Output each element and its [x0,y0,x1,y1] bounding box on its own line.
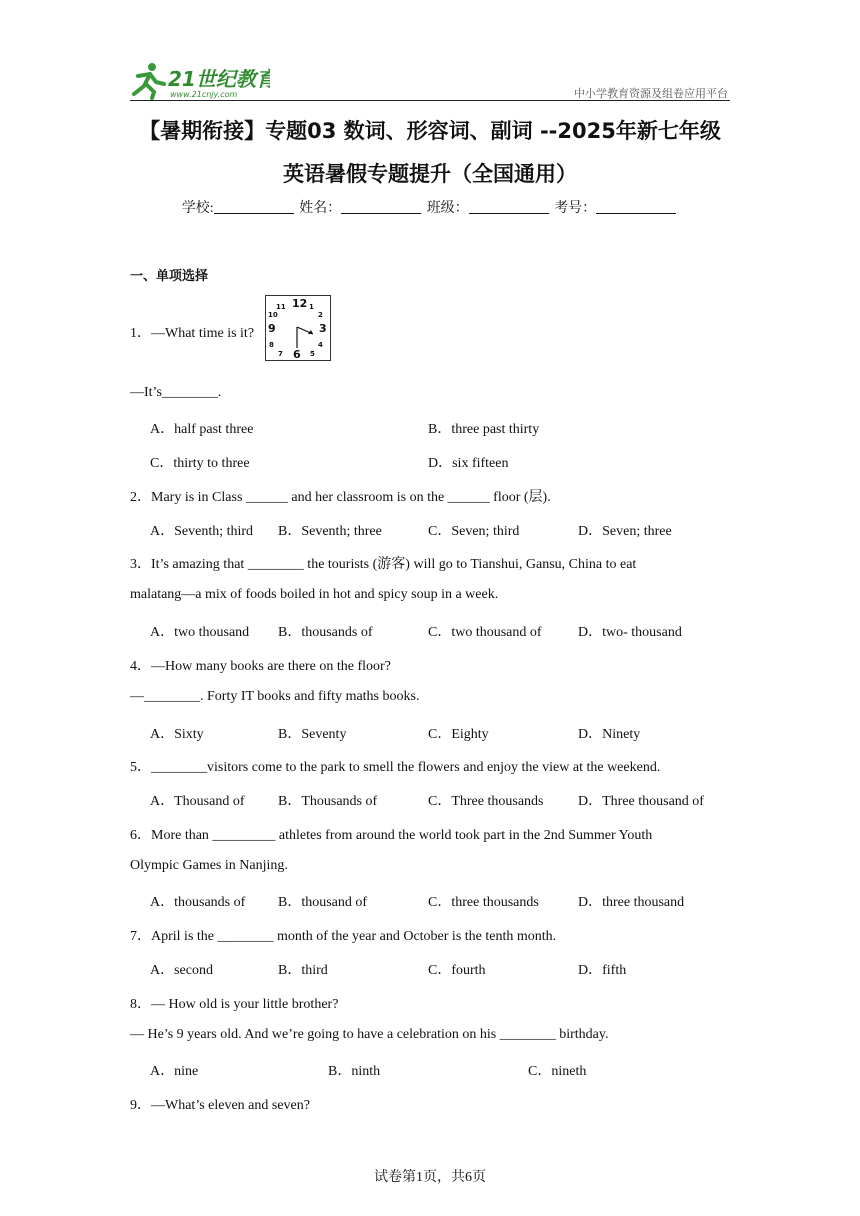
q5-option-a[interactable]: A．Thousand of [150,794,245,809]
school-label: 学校: [181,201,214,216]
exam-no-label: 考号： [554,201,597,216]
q7-option-c[interactable]: C．fourth [428,963,486,978]
q4-option-c[interactable]: C．Eighty [428,727,489,742]
q2-option-b[interactable]: B．Seventh; three [278,524,382,539]
q6-option-c[interactable]: C．three thousands [428,895,539,910]
q6-option-a[interactable]: A．thousands of [150,895,246,910]
q5-option-c[interactable]: C．Three thousands [428,794,544,809]
q2-option-d[interactable]: D．Seven; three [578,524,672,539]
question-8-text: 8．— How old is your little brother? [130,997,339,1012]
q2-option-a[interactable]: A．Seventh; third [150,524,254,539]
section-heading: 一、单项选择 [130,269,209,284]
q7-option-b[interactable]: B．third [278,963,328,978]
svg-text:4: 4 [318,341,323,349]
question-5-text: 5．________visitors come to the park to smell the flowers and enjoy the view at the weekend. [130,760,661,775]
question-6-text: 6．More than _________ athletes from around the world took part in the 2nd Summer Youth [130,828,653,843]
q4-option-d[interactable]: D．Ninety [578,727,641,742]
q1-option-c[interactable]: C．thirty to three [150,456,250,471]
q5-option-d[interactable]: D．Three thousand of [578,794,704,809]
q4-option-a[interactable]: A．Sixty [150,727,204,742]
question-1-text: 1．—What time is it? [130,326,255,341]
logo [130,62,270,105]
question-8-text-cont: — He’s 9 years old. And we’re going to have a celebration on his ________ birthday. [130,1027,609,1042]
q3-option-d[interactable]: D．two- thousand [578,625,682,640]
platform-name: 中小学教育资源及组卷应用平台 [574,87,728,100]
question-3-text: 3．It’s amazing that ________ the tourists (游客) will go to Tianshui, Gansu, China to eat [130,557,637,572]
question-1-answer-line: —It’s________. [130,385,222,400]
clock-face [266,296,329,359]
svg-text:5: 5 [310,350,315,358]
q3-option-b[interactable]: B．thousands of [278,625,373,640]
school-blank[interactable] [214,199,294,214]
q8-option-b[interactable]: B．ninth [328,1064,381,1079]
class-label: 班级： [426,201,469,216]
question-9-text: 9．—What’s eleven and seven? [130,1098,310,1113]
svg-text:www.21cnjy.com: www.21cnjy.com [170,90,238,99]
q3-option-c[interactable]: C．two thousand of [428,625,542,640]
svg-text:11: 11 [276,303,286,311]
svg-text:21世纪教育: 21世纪教育 [168,67,270,91]
question-4-text-cont: —________. Forty IT books and fifty maths books. [130,689,420,704]
name-blank[interactable] [341,199,421,214]
svg-text:2: 2 [318,311,323,319]
q5-option-b[interactable]: B．Thousands of [278,794,378,809]
svg-text:12: 12 [292,297,308,310]
q4-option-b[interactable]: B．Seventy [278,727,347,742]
q3-option-a[interactable]: A．two thousand [150,625,250,640]
svg-text:7: 7 [278,350,283,358]
q6-option-d[interactable]: D．three thousand [578,895,685,910]
page-header [130,62,730,102]
svg-text:9: 9 [268,322,276,335]
q1-option-b[interactable]: B．three past thirty [428,422,540,437]
q7-option-a[interactable]: A．second [150,963,213,978]
q8-option-a[interactable]: A．nine [150,1064,199,1079]
svg-text:10: 10 [268,311,278,319]
q1-option-d[interactable]: D．six fifteen [428,456,509,471]
runner-logo-icon [130,62,270,100]
clock-icon [265,295,331,361]
doc-title-line2: 英语暑假专题提升（全国通用） [283,162,577,186]
name-label: 姓名： [299,201,342,216]
class-blank[interactable] [469,199,549,214]
question-4-text: 4．—How many books are there on the floor? [130,659,391,674]
question-2-text: 2．Mary is in Class ______ and her classroom is on the ______ floor (层). [130,490,551,505]
question-6-text-cont: Olympic Games in Nanjing. [130,858,288,873]
q7-option-d[interactable]: D．fifth [578,963,627,978]
exam-no-blank[interactable] [596,199,676,214]
page-footer: 试卷第1页，共6页 [374,1170,486,1185]
header-divider [130,100,730,101]
question-7-text: 7．April is the ________ month of the year and October is the tenth month. [130,929,557,944]
q2-option-c[interactable]: C．Seven; third [428,524,520,539]
q8-option-c[interactable]: C．nineth [528,1064,587,1079]
svg-text:6: 6 [293,348,301,359]
q1-option-a[interactable]: A．half past three [150,422,254,437]
svg-text:8: 8 [269,341,274,349]
doc-title-line1: 【暑期衔接】专题03 数词、形容词、副词 --2025年新七年级 [139,119,721,143]
q6-option-b[interactable]: B．thousand of [278,895,368,910]
question-3-text-cont: malatang—a mix of foods boiled in hot and spicy soup in a week. [130,587,499,602]
student-info [0,197,860,217]
svg-text:3: 3 [319,322,327,335]
svg-text:1: 1 [309,303,314,311]
